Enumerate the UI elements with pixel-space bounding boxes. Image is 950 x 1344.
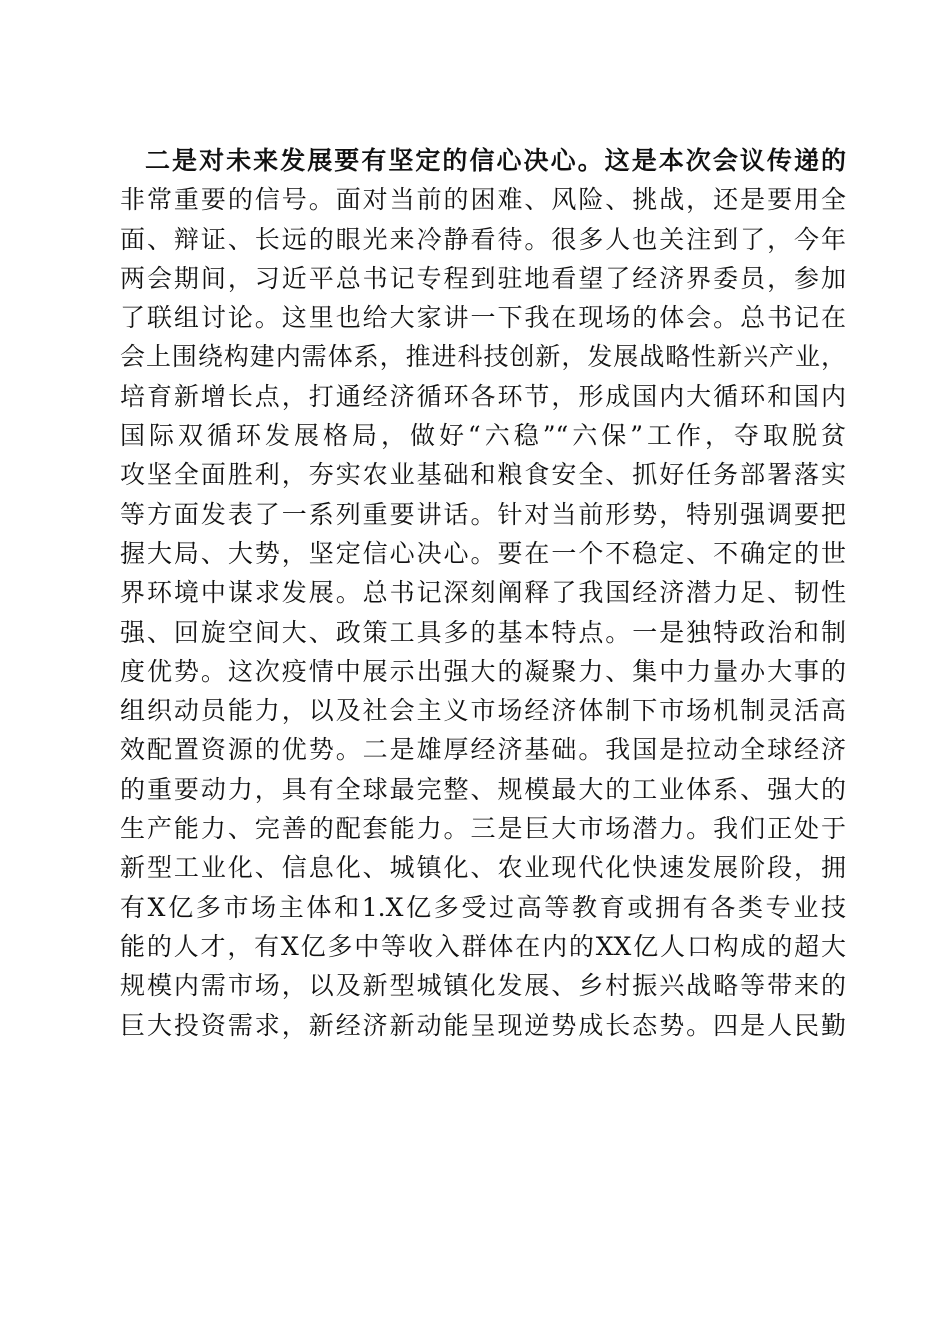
text-line: 巨大投资需求，新经济新动能呈现逆势成长态势。四是人民勤 <box>120 1010 846 1040</box>
text-line: 会上围绕构建内需体系，推进科技创新，发展战略性新兴产业， <box>120 342 846 372</box>
text-line: 规模内需市场，以及新型城镇化发展、乡村振兴战略等带来的 <box>120 971 846 1001</box>
text-line: 组织动员能力，以及社会主义市场经济体制下市场机制灵活高 <box>120 696 846 726</box>
text-line: 界环境中谋求发展。总书记深刻阐释了我国经济潜力足、韧性 <box>120 578 846 608</box>
text-line: 效配置资源的优势。二是雄厚经济基础。我国是拉动全球经济 <box>120 735 846 765</box>
text-line: 国际双循环发展格局，做好“六稳”“六保”工作，夺取脱贫 <box>120 421 846 451</box>
text-line: 非常重要的信号。面对当前的困难、风险、挑战，还是要用全 <box>120 185 846 215</box>
text-line: 有X亿多市场主体和1.X亿多受过高等教育或拥有各类专业技 <box>120 892 846 922</box>
text-line: 握大局、大势，坚定信心决心。要在一个不稳定、不确定的世 <box>120 538 846 568</box>
text-line: 等方面发表了一系列重要讲话。针对当前形势，特别强调要把 <box>120 499 846 529</box>
document-body <box>120 141 846 1045</box>
text-line: 二是对未来发展要有坚定的信心决心。这是本次会议传递的 <box>145 146 846 175</box>
text-line: 面、辩证、长远的眼光来冷静看待。很多人也关注到了，今年 <box>120 224 846 254</box>
text-line: 强、回旋空间大、政策工具多的基本特点。一是独特政治和制 <box>120 617 846 647</box>
text-line: 生产能力、完善的配套能力。三是巨大市场潜力。我们正处于 <box>120 814 846 844</box>
text-line: 的重要动力，具有全球最完整、规模最大的工业体系、强大的 <box>120 774 846 804</box>
text-line: 度优势。这次疫情中展示出强大的凝聚力、集中力量办大事的 <box>120 656 846 686</box>
text-line: 攻坚全面胜利，夯实农业基础和粮食安全、抓好任务部署落实 <box>120 460 846 490</box>
text-line: 培育新增长点，打通经济循环各环节，形成国内大循环和国内 <box>120 381 846 411</box>
text-line: 两会期间，习近平总书记专程到驻地看望了经济界委员，参加 <box>120 263 846 293</box>
text-line: 新型工业化、信息化、城镇化、农业现代化快速发展阶段，拥 <box>120 853 846 883</box>
text-line: 能的人才，有X亿多中等收入群体在内的XX亿人口构成的超大 <box>120 931 846 961</box>
text-line: 了联组讨论。这里也给大家讲一下我在现场的体会。总书记在 <box>120 303 846 333</box>
